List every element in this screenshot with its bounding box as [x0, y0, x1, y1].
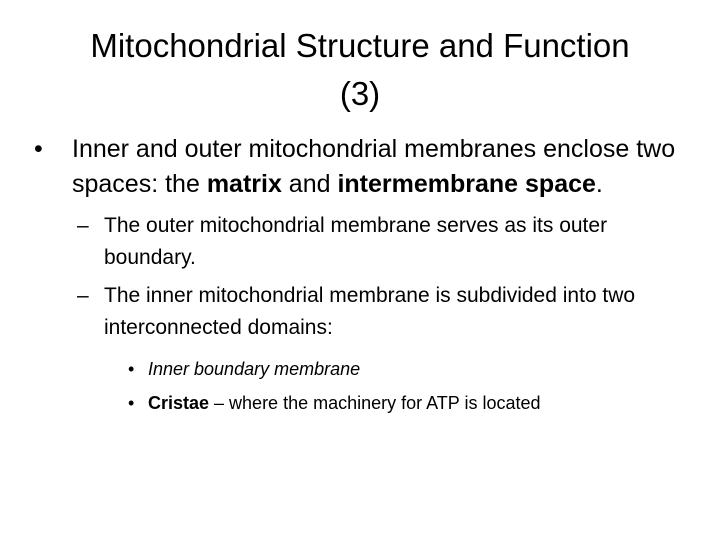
dash-marker: – [77, 284, 89, 307]
bullet-marker: • [128, 393, 135, 413]
term-cristae: Cristae [148, 393, 210, 413]
term-matrix: matrix [206, 170, 282, 198]
sub-sub-bullet-cristae [128, 390, 694, 416]
sub-bullet-text: The outer mitochondrial membrane serves as its outer boundary. [104, 214, 608, 269]
slide-title [40, 22, 680, 118]
bullet-marker: • [34, 135, 43, 163]
slide-title-line-2: (3) [339, 75, 381, 112]
bullet-text: . [595, 170, 603, 198]
sub-bullet-outer-membrane [72, 210, 694, 274]
bullet-text: and [281, 170, 338, 198]
sub-sub-bullet-text: – where the machinery for ATP is located [209, 393, 541, 413]
sub-bullet-inner-membrane [72, 280, 694, 344]
sub-bullet-text: The inner mitochondrial membrane is subdivided into two interconnected domains: [104, 284, 636, 339]
bullet-membranes [34, 132, 694, 202]
term-inner-boundary-membrane: Inner boundary membrane [148, 359, 361, 379]
term-intermembrane-space: intermembrane space [337, 170, 596, 198]
slide-body [34, 132, 694, 416]
sub-sub-bullet-inner-boundary [128, 356, 694, 382]
bullet-text: Inner and outer mitochondrial membranes enclose two spaces: the [72, 135, 676, 198]
dash-marker: – [77, 214, 89, 237]
slide-title-line-1: Mitochondrial Structure and Function [90, 27, 630, 64]
bullet-marker: • [128, 359, 135, 379]
